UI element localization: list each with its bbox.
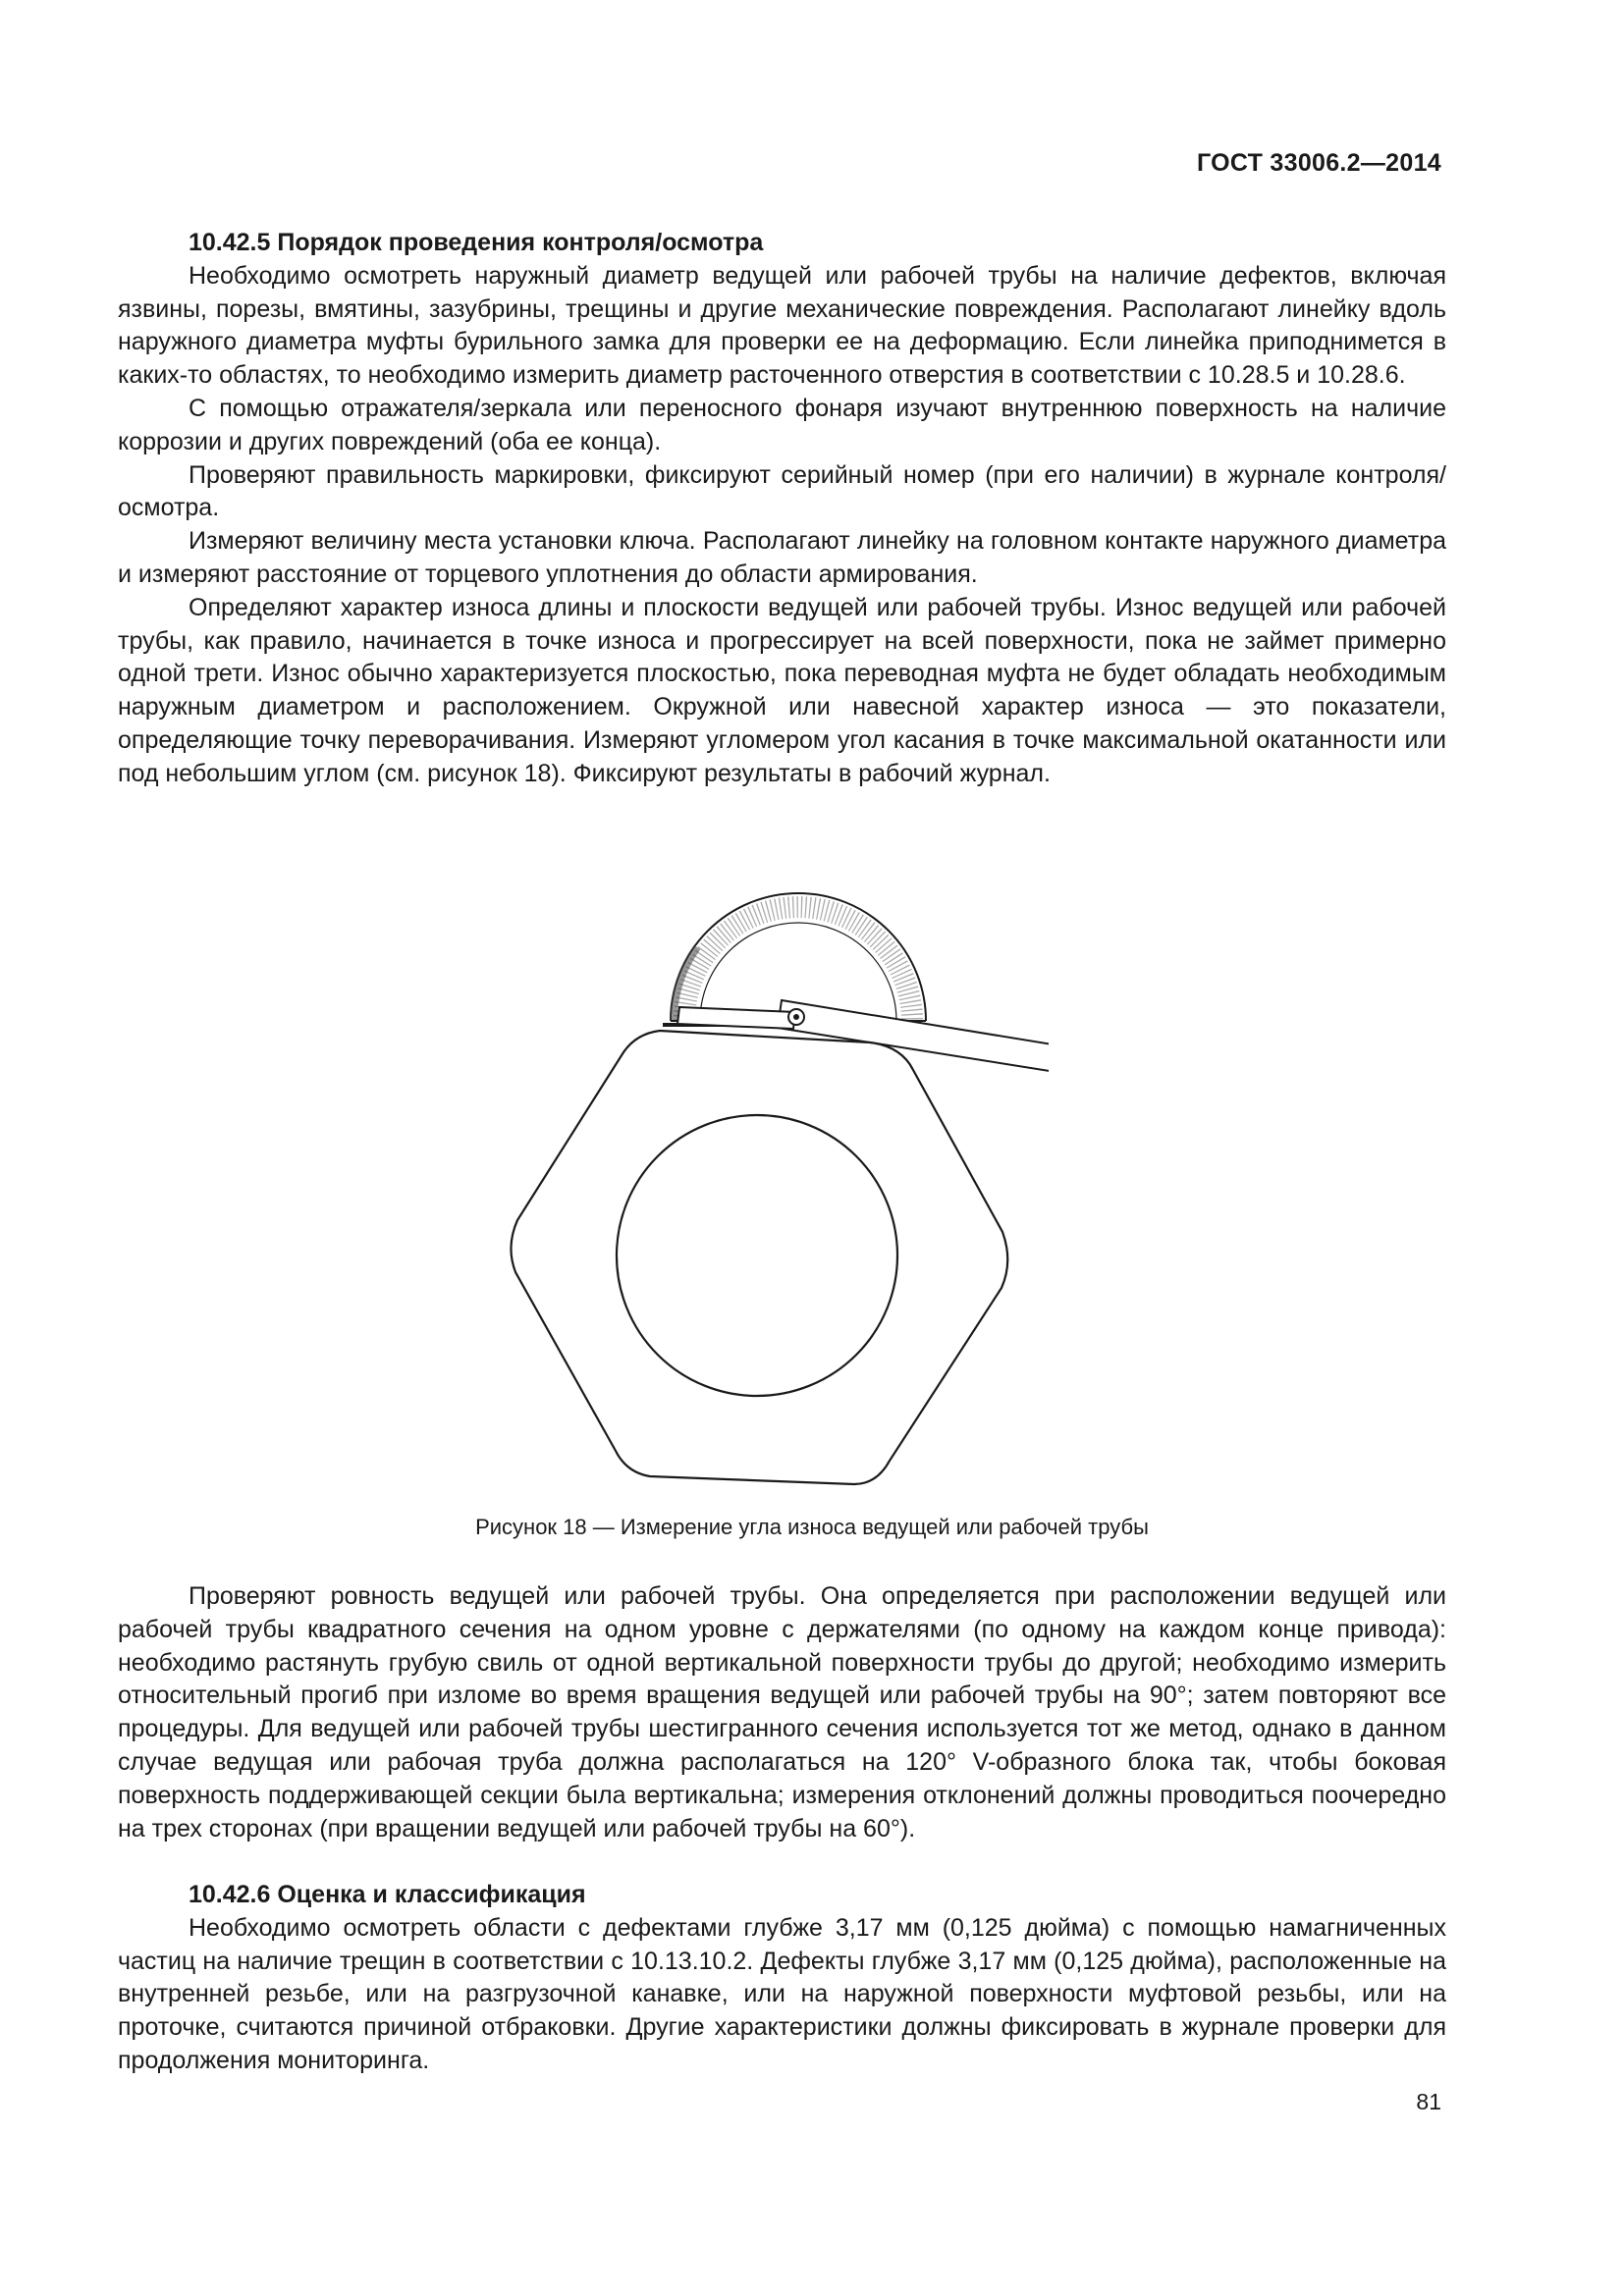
protractor-arm <box>677 1000 1049 1072</box>
page-number: 81 <box>1416 2089 1441 2114</box>
paragraph: Измеряют величину места установки ключа. Располагают линейку на головном контакте наружного диаметра и измеряют расстояние от торцевого уплотнения до области армирования. <box>118 527 1446 588</box>
document-id: ГОСТ 33006.2—2014 <box>1196 149 1441 177</box>
paragraph: С помощью отражателя/зеркала или переносного фонаря изучают внутреннюю поверхность на наличие коррозии и других повреждений (оба ее конца). <box>118 394 1446 455</box>
paragraph: Необходимо осмотреть области с дефектами глубже 3,17 мм (0,125 дюйма) с помощью намагниченных частиц на наличие трещин в соответствии с 10.13.10.2. Дефекты глубже 3,17 мм (0,125 дюйма), расположенные на внутренней резьбе, или на разгрузочной канавке, или на наружной поверхности муфтовой резьбы, или на проточке, считаются причиной отбраковки. Другие характеристики должны фиксировать в журнале проверки для продолжения мониторинга. <box>118 1913 1446 2074</box>
paragraph: Определяют характер износа длины и плоскости ведущей или рабочей трубы. Износ ведущей или рабочей трубы, как правило, начинается в точке износа и прогрессирует на всей поверхности, пока не займет примерно одной трети. Износ обычно характеризуется плоскостью, пока переводная муфта не будет обладать необходимым наружным диаметром и расположением. Окружной или навесной характер износа — это показатели, определяющие точку переворачивания. Измеряют угломером угол касания в точке максимальной окатанности или под небольшим углом (см. рисунок 18). Фиксируют результаты в рабочий журнал. <box>118 593 1446 787</box>
section-10-42-5 <box>118 227 1446 791</box>
figure-18-drawing <box>499 888 1049 1487</box>
paragraph: Необходимо осмотреть наружный диаметр ведущей или рабочей трубы на наличие дефектов, включая язвины, порезы, вмятины, зазубрины, трещины и другие механические повреждения. Располагают линейку вдоль наружного диаметра муфты бурильного замка для проверки ее на деформацию. Если линейка приподнимется в каких-то областях, то необходимо измерить диаметр расточенного отверстия в соответствии с 10.28.5 и 10.28.6. <box>118 261 1446 390</box>
paragraph: Проверяют правильность маркировки, фиксируют серийный номер (при его наличии) в журнале контроля/осмотра. <box>118 460 1446 522</box>
section-flatness <box>118 1580 1446 1845</box>
figure-caption: Рисунок 18 — Измерение угла износа ведущей или рабочей трубы <box>475 1515 1149 1539</box>
section-heading: 10.42.6 Оценка и классификация <box>189 1881 586 1908</box>
section-heading: 10.42.5 Порядок проведения контроля/осмотра <box>189 229 764 256</box>
section-10-42-6 <box>118 1879 1446 2078</box>
protractor-outer-arc <box>671 893 926 1021</box>
pipe-cross-section <box>511 1031 1007 1484</box>
pivot-center-icon <box>794 1015 798 1019</box>
arm-short-blade <box>677 1007 795 1029</box>
paragraph: Проверяют ровность ведущей или рабочей трубы. Она определяется при расположении ведущей или рабочей трубы квадратного сечения на одном уровне с держателями (по одному на каждом конце привода): необходимо растянуть грубую свиль от одной вертикальной поверхности трубы до другой; необходимо измерить относительный прогиб при изломе во время вращения ведущей или рабочей трубы на 90°; затем повторяют все процедуры. Для ведущей или рабочей трубы шестигранного сечения используется тот же метод, однако в данном случае ведущая или рабочая труба должна располагаться на 120° V-образного блока так, чтобы боковая поверхность поддерживающей секции была вертикальна; измерения отклонений должны проводиться поочередно на трех сторонах (при вращении ведущей или рабочей трубы на 60°). <box>118 1582 1446 1842</box>
bore-circle <box>617 1115 897 1396</box>
hexagon-outline <box>511 1031 1007 1484</box>
